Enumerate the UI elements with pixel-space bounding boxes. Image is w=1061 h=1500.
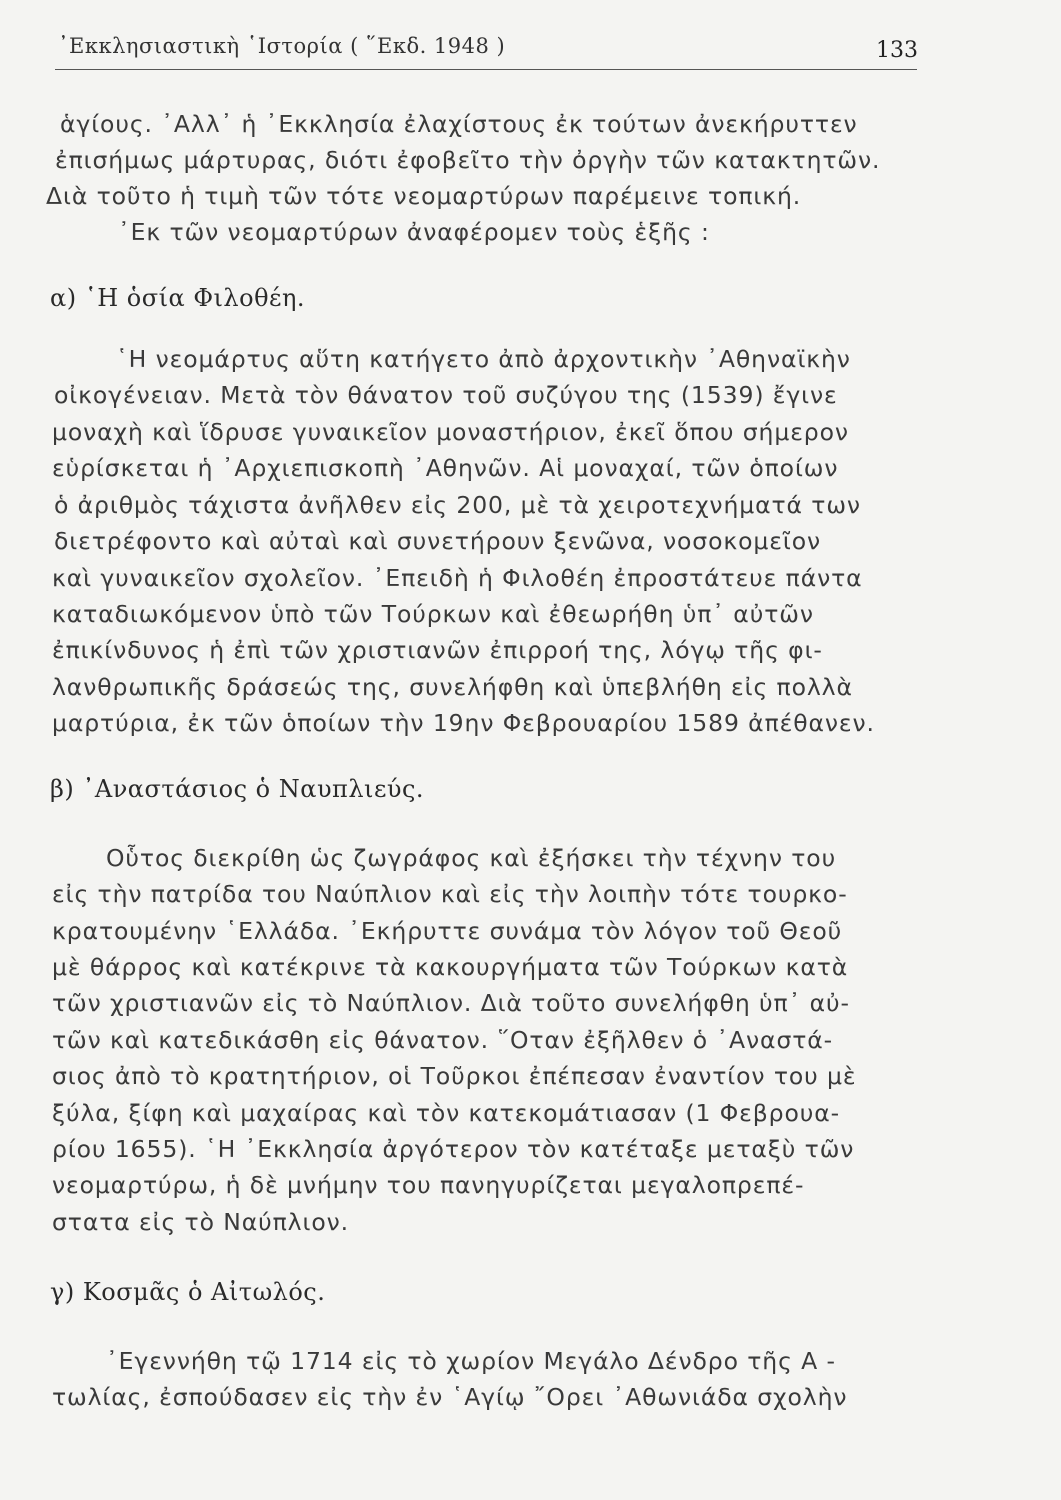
- text-line: οἰκογένειαν. Μετὰ τὸν θάνατον τοῦ συζύγου της (1539) ἔγινε: [54, 381, 838, 409]
- text-line: ξύλα, ξίφη καὶ μαχαίρας καὶ τὸν κατεκομάτιασαν (1 Φεβρουα-: [52, 1099, 841, 1127]
- text-line: τωλίας, ἐσπούδασεν εἰς τὴν ἐν ῾Αγίῳ ῎Ορει ᾿Αθωνιάδα σχολὴν: [52, 1383, 848, 1411]
- text-line: μοναχὴ καὶ ἵδρυσε γυναικεῖον μοναστήριον, ἐκεῖ ὅπου σήμερον: [52, 418, 849, 446]
- text-line: στατα εἰς τὸ Ναύπλιον.: [52, 1208, 350, 1236]
- text-line: ἁγίους. ᾿Αλλ᾿ ἡ ᾿Εκκλησία ἐλαχίστους ἐκ τούτων ἀνεκήρυττεν: [60, 110, 858, 138]
- text-line: εὑρίσκεται ἡ ᾿Αρχιεπισκοπὴ ᾿Αθηνῶν. Αἱ μοναχαί, τῶν ὁποίων: [52, 454, 839, 482]
- text-line: διετρέφοντο καὶ αὐταὶ καὶ συνετήρουν ξενῶνα, νοσοκομεῖον: [54, 527, 822, 555]
- section-heading: α) ῾Η ὁσία Φιλοθέη.: [50, 284, 305, 312]
- text-line: ῾Η νεομάρτυς αὕτη κατήγετο ἀπὸ ἀρχοντικὴν ᾿Αθηναϊκὴν: [116, 345, 851, 373]
- text-line: νεομαρτύρω, ἡ δὲ μνήμην του πανηγυρίζεται μεγαλοπρεπέ-: [52, 1171, 805, 1199]
- text-line: ἐπικίνδυνος ἡ ἐπὶ τῶν χριστιανῶν ἐπιρροή της, λόγῳ τῆς φι-: [52, 636, 823, 664]
- text-line: ἐπισήμως μάρτυρας, διότι ἐφοβεῖτο τὴν ὀργὴν τῶν κατακτητῶν.: [55, 146, 881, 174]
- running-head: [58, 30, 918, 70]
- text-line: ὁ ἀριθμὸς τάχιστα ἀνῆλθεν εἰς 200, μὲ τὰ χειροτεχνήματά των: [54, 491, 861, 519]
- text-line: σιος ἀπὸ τὸ κρατητήριον, οἱ Τοῦρκοι ἐπέπεσαν ἐναντίον του μὲ: [52, 1062, 857, 1090]
- text-line: ᾿Εγεννήθη τῷ 1714 εἰς τὸ χωρίον Μεγάλο Δένδρο τῆς Α -: [106, 1347, 836, 1375]
- section-heading: γ) Κοσμᾶς ὁ Αἰτωλός.: [50, 1278, 326, 1306]
- text-line: καὶ γυναικεῖον σχολεῖον. ᾿Επειδὴ ἡ Φιλοθέη ἐπροστάτευε πάντα: [52, 564, 863, 592]
- text-line: τῶν χριστιανῶν εἰς τὸ Ναύπλιον. Διὰ τοῦτο συνελήφθη ὑπ᾿ αὐ-: [52, 989, 850, 1017]
- text-line: λανθρωπικῆς δράσεώς της, συνελήφθη καὶ ὑπεβλήθη εἰς πολλὰ: [52, 673, 853, 701]
- text-line: εἰς τὴν πατρίδα του Ναύπλιον καὶ εἰς τὴν λοιπὴν τότε τουρκο-: [52, 880, 848, 908]
- running-title: ᾿Εκκλησιαστικὴ ῾Ιστορία ( ῞Εκδ. 1948 ): [58, 34, 506, 58]
- text-line: μὲ θάρρος καὶ κατέκρινε τὰ κακουργήματα τῶν Τούρκων κατὰ: [52, 953, 849, 981]
- text-line: Διὰ τοῦτο ἡ τιμὴ τῶν τότε νεομαρτύρων παρέμεινε τοπική.: [46, 182, 802, 210]
- text-line: ᾿Εκ τῶν νεομαρτύρων ἀναφέρομεν τοὺς ἑξῆς :: [118, 218, 710, 246]
- page-number: 133: [876, 38, 918, 63]
- text-line: Οὗτος διεκρίθη ὡς ζωγράφος καὶ ἐξήσκει τὴν τέχνην του: [106, 844, 837, 872]
- text-line: ρίου 1655). ῾Η ᾿Εκκλησία ἀργότερον τὸν κατέταξε μεταξὺ τῶν: [52, 1135, 855, 1163]
- header-rule: [55, 69, 917, 70]
- section-heading: β) ᾿Αναστάσιος ὁ Ναυπλιεύς.: [50, 775, 425, 803]
- text-line: καταδιωκόμενον ὑπὸ τῶν Τούρκων καὶ ἐθεωρήθη ὑπ᾿ αὐτῶν: [52, 600, 814, 628]
- text-line: τῶν καὶ κατεδικάσθη εἰς θάνατον. ῞Οταν ἐξῆλθεν ὁ ᾿Αναστά-: [52, 1026, 834, 1054]
- text-line: κρατουμένην ῾Ελλάδα. ᾿Εκήρυττε συνάμα τὸν λόγον τοῦ Θεοῦ: [52, 917, 843, 945]
- text-line: μαρτύρια, ἐκ τῶν ὁποίων τὴν 19ην Φεβρουαρίου 1589 ἀπέθανεν.: [52, 709, 875, 737]
